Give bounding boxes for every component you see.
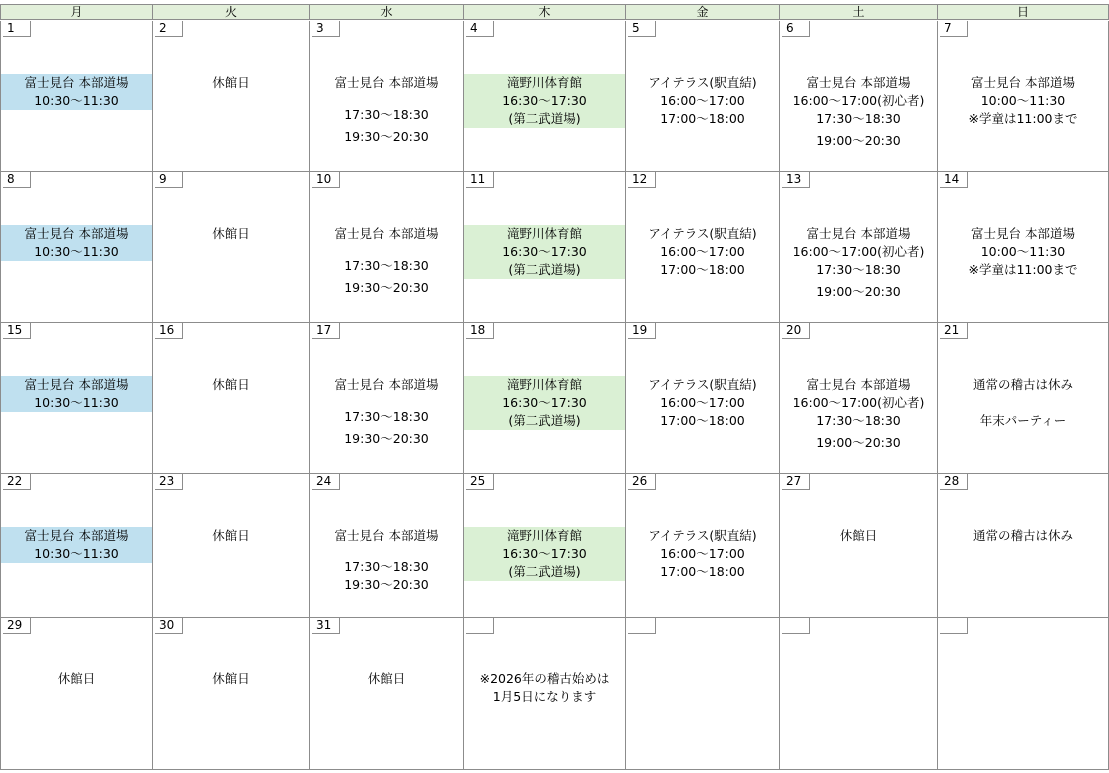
schedule-text [780, 376, 937, 452]
schedule-line: 富士見台 本部道場 [334, 377, 439, 392]
schedule-line: 1月5日になります [492, 689, 597, 704]
schedule-text [153, 74, 309, 92]
day-number: 28 [940, 474, 968, 490]
schedule-text [780, 225, 937, 301]
schedule-text [310, 225, 463, 297]
schedule-line: 休館日 [212, 75, 250, 90]
schedule-line: 富士見台 本部道場 [806, 226, 911, 241]
calendar-day-14[interactable] [938, 172, 1109, 323]
schedule-text [938, 225, 1108, 279]
day-number [628, 618, 656, 634]
calendar-day-30[interactable] [153, 618, 310, 770]
schedule-text [626, 74, 779, 128]
schedule-line: 富士見台 本部道場 [24, 528, 129, 543]
day-number: 22 [3, 474, 31, 490]
day-number: 27 [782, 474, 810, 490]
calendar-day-28[interactable] [938, 474, 1109, 618]
day-number: 10 [312, 172, 340, 188]
schedule-text [153, 527, 309, 545]
schedule-line: 16:00〜17:00 [660, 244, 745, 259]
weekday-header: 日 [938, 4, 1109, 20]
day-number: 30 [155, 618, 183, 634]
schedule-line: 16:30〜17:30 [502, 546, 587, 561]
day-number: 29 [3, 618, 31, 634]
calendar-day-6[interactable] [780, 21, 938, 172]
schedule-text [780, 527, 937, 545]
schedule-line: 富士見台 本部道場 [806, 377, 911, 392]
schedule-line: ※学童は11:00まで [968, 262, 1078, 277]
calendar-day-empty[interactable] [626, 618, 780, 770]
schedule-line: 休館日 [367, 671, 406, 686]
schedule-line: 10:30〜11:30 [34, 244, 119, 259]
calendar-day-empty[interactable] [938, 618, 1109, 770]
schedule-text [310, 74, 463, 146]
day-number: 19 [628, 323, 656, 339]
schedule-text [310, 670, 463, 688]
calendar-day-24[interactable] [310, 474, 464, 618]
calendar-day-25[interactable] [464, 474, 626, 618]
schedule-line: 滝野川体育館 [506, 226, 582, 241]
calendar-day-13[interactable] [780, 172, 938, 323]
highlighted-schedule-blue [1, 225, 152, 261]
day-number: 31 [312, 618, 340, 634]
schedule-line: 富士見台 本部道場 [24, 75, 129, 90]
schedule-line: 休館日 [57, 671, 96, 686]
weekday-header: 木 [464, 4, 626, 20]
schedule-line: 17:30〜18:30 [816, 111, 901, 126]
schedule-line: 19:00〜20:30 [816, 284, 901, 299]
day-number: 16 [155, 323, 183, 339]
weekday-header: 金 [626, 4, 780, 20]
calendar-day-29[interactable] [0, 618, 153, 770]
highlighted-schedule-green [464, 376, 625, 430]
schedule-line: 富士見台 本部道場 [334, 226, 439, 241]
schedule-line: 滝野川体育館 [506, 528, 582, 543]
day-number: 12 [628, 172, 656, 188]
day-number: 17 [312, 323, 340, 339]
schedule-line: 滝野川体育館 [506, 377, 582, 392]
calendar-day-23[interactable] [153, 474, 310, 618]
calendar-day-2[interactable] [153, 21, 310, 172]
highlighted-schedule-blue [1, 527, 152, 563]
day-number: 11 [466, 172, 494, 188]
schedule-line: 通常の稽古は休み [972, 528, 1073, 543]
day-number: 18 [466, 323, 494, 339]
calendar-day-21[interactable] [938, 323, 1109, 474]
day-number: 23 [155, 474, 183, 490]
highlighted-schedule-blue [1, 74, 152, 110]
schedule-line: 富士見台 本部道場 [24, 226, 129, 241]
weekday-header: 火 [153, 4, 310, 20]
schedule-line: (第二武道場) [508, 111, 581, 126]
day-number: 3 [312, 21, 340, 37]
highlighted-schedule-blue [1, 376, 152, 412]
schedule-line: 19:30〜20:30 [344, 280, 429, 295]
schedule-line: 富士見台 本部道場 [806, 75, 911, 90]
calendar-day-22[interactable] [0, 474, 153, 618]
schedule-line: アイテラス(駅直結) [648, 377, 757, 392]
day-number [782, 618, 810, 634]
schedule-line: ※2026年の稽古始めは [479, 671, 610, 686]
day-number: 25 [466, 474, 494, 490]
schedule-line: 富士見台 本部道場 [334, 528, 439, 543]
calendar-day-16[interactable] [153, 323, 310, 474]
calendar-day-20[interactable] [780, 323, 938, 474]
calendar-day-17[interactable] [310, 323, 464, 474]
calendar-day-3[interactable] [310, 21, 464, 172]
schedule-line: 17:30〜18:30 [816, 262, 901, 277]
calendar-day-12[interactable] [626, 172, 780, 323]
schedule-line: アイテラス(駅直結) [648, 75, 757, 90]
schedule-line: 16:30〜17:30 [502, 244, 587, 259]
calendar-day-26[interactable] [626, 474, 780, 618]
calendar-day-31[interactable] [310, 618, 464, 770]
calendar-day-19[interactable] [626, 323, 780, 474]
schedule-text [310, 527, 463, 594]
schedule-line: 滝野川体育館 [506, 75, 582, 90]
schedule-line: 16:30〜17:30 [502, 93, 587, 108]
day-number: 8 [3, 172, 31, 188]
schedule-line: 17:30〜18:30 [344, 258, 429, 273]
schedule-line: 19:30〜20:30 [344, 431, 429, 446]
weekday-header: 月 [0, 4, 153, 20]
schedule-line: 16:00〜17:00(初心者) [792, 395, 925, 410]
schedule-line: 10:00〜11:30 [980, 93, 1066, 108]
day-number: 9 [155, 172, 183, 188]
schedule-text [310, 376, 463, 448]
schedule-line: 16:00〜17:00 [660, 546, 745, 561]
schedule-line: 16:00〜17:00 [660, 395, 745, 410]
schedule-text [153, 225, 309, 243]
schedule-line: 19:00〜20:30 [816, 435, 901, 450]
calendar-day-8[interactable] [0, 172, 153, 323]
schedule-line: (第二武道場) [508, 262, 581, 277]
schedule-line: 富士見台 本部道場 [334, 75, 439, 90]
day-number: 5 [628, 21, 656, 37]
schedule-line: (第二武道場) [508, 564, 581, 579]
schedule-line: 16:30〜17:30 [502, 395, 587, 410]
calendar-day-11[interactable] [464, 172, 626, 323]
highlighted-schedule-green [464, 225, 625, 279]
schedule-line: 休館日 [212, 377, 250, 392]
schedule-line: 10:00〜11:30 [980, 244, 1066, 259]
schedule-text [780, 74, 937, 150]
schedule-line: 17:00〜18:00 [660, 111, 745, 126]
day-number: 14 [940, 172, 968, 188]
calendar-day-7[interactable] [938, 21, 1109, 172]
weekday-header: 土 [780, 4, 938, 20]
day-number: 1 [3, 21, 31, 37]
calendar-day-5[interactable] [626, 21, 780, 172]
calendar-day-empty[interactable] [464, 618, 626, 770]
schedule-line: 16:00〜17:00 [660, 93, 745, 108]
schedule-line: 休館日 [839, 528, 878, 543]
calendar-day-empty[interactable] [780, 618, 938, 770]
schedule-line: アイテラス(駅直結) [648, 528, 757, 543]
schedule-line: 休館日 [212, 226, 250, 241]
day-number: 20 [782, 323, 810, 339]
day-number: 7 [940, 21, 968, 37]
schedule-line: 富士見台 本部道場 [971, 75, 1075, 90]
schedule-text [464, 670, 625, 706]
schedule-text [153, 376, 309, 394]
calendar-day-27[interactable] [780, 474, 938, 618]
day-number: 26 [628, 474, 656, 490]
schedule-line: 10:30〜11:30 [34, 395, 119, 410]
schedule-line: 17:30〜18:30 [816, 413, 901, 428]
day-number: 15 [3, 323, 31, 339]
day-number: 6 [782, 21, 810, 37]
schedule-line: 16:00〜17:00(初心者) [792, 244, 925, 259]
schedule-text [153, 670, 309, 688]
schedule-line: 19:30〜20:30 [344, 129, 429, 144]
day-number [940, 618, 968, 634]
schedule-text [938, 376, 1108, 430]
schedule-line: 富士見台 本部道場 [971, 226, 1075, 241]
schedule-line: 17:00〜18:00 [660, 413, 745, 428]
schedule-line: アイテラス(駅直結) [648, 226, 757, 241]
day-number: 13 [782, 172, 810, 188]
weekday-header: 水 [310, 4, 464, 20]
schedule-line: 10:30〜11:30 [34, 93, 119, 108]
day-number: 21 [940, 323, 968, 339]
schedule-text [626, 225, 779, 279]
schedule-text [1, 670, 152, 688]
day-number: 2 [155, 21, 183, 37]
calendar-day-9[interactable] [153, 172, 310, 323]
schedule-text [938, 527, 1108, 545]
schedule-line: 17:00〜18:00 [660, 262, 745, 277]
calendar-day-10[interactable] [310, 172, 464, 323]
schedule-line: 通常の稽古は休み [972, 377, 1073, 392]
schedule-text [938, 74, 1108, 128]
schedule-line: 休館日 [212, 671, 250, 686]
schedule-text [626, 527, 779, 581]
schedule-line: 休館日 [212, 528, 250, 543]
schedule-line: 19:00〜20:30 [816, 133, 901, 148]
calendar-day-1[interactable] [0, 21, 153, 172]
day-number [466, 618, 494, 634]
calendar-day-18[interactable] [464, 323, 626, 474]
calendar-day-15[interactable] [0, 323, 153, 474]
schedule-line: 17:30〜18:30 [344, 559, 429, 574]
day-number: 4 [466, 21, 494, 37]
schedule-line: 17:00〜18:00 [660, 564, 745, 579]
schedule-line: 16:00〜17:00(初心者) [792, 93, 925, 108]
calendar-day-4[interactable] [464, 21, 626, 172]
schedule-line: 17:30〜18:30 [344, 409, 429, 424]
highlighted-schedule-green [464, 74, 625, 128]
highlighted-schedule-green [464, 527, 625, 581]
schedule-line: 富士見台 本部道場 [24, 377, 129, 392]
schedule-line: 19:30〜20:30 [344, 577, 429, 592]
schedule-line: 10:30〜11:30 [34, 546, 119, 561]
schedule-line: (第二武道場) [508, 413, 581, 428]
day-number: 24 [312, 474, 340, 490]
schedule-line: ※学童は11:00まで [968, 111, 1078, 126]
schedule-line: 17:30〜18:30 [344, 107, 429, 122]
schedule-line: 年末パーティー [979, 413, 1067, 428]
schedule-text [626, 376, 779, 430]
